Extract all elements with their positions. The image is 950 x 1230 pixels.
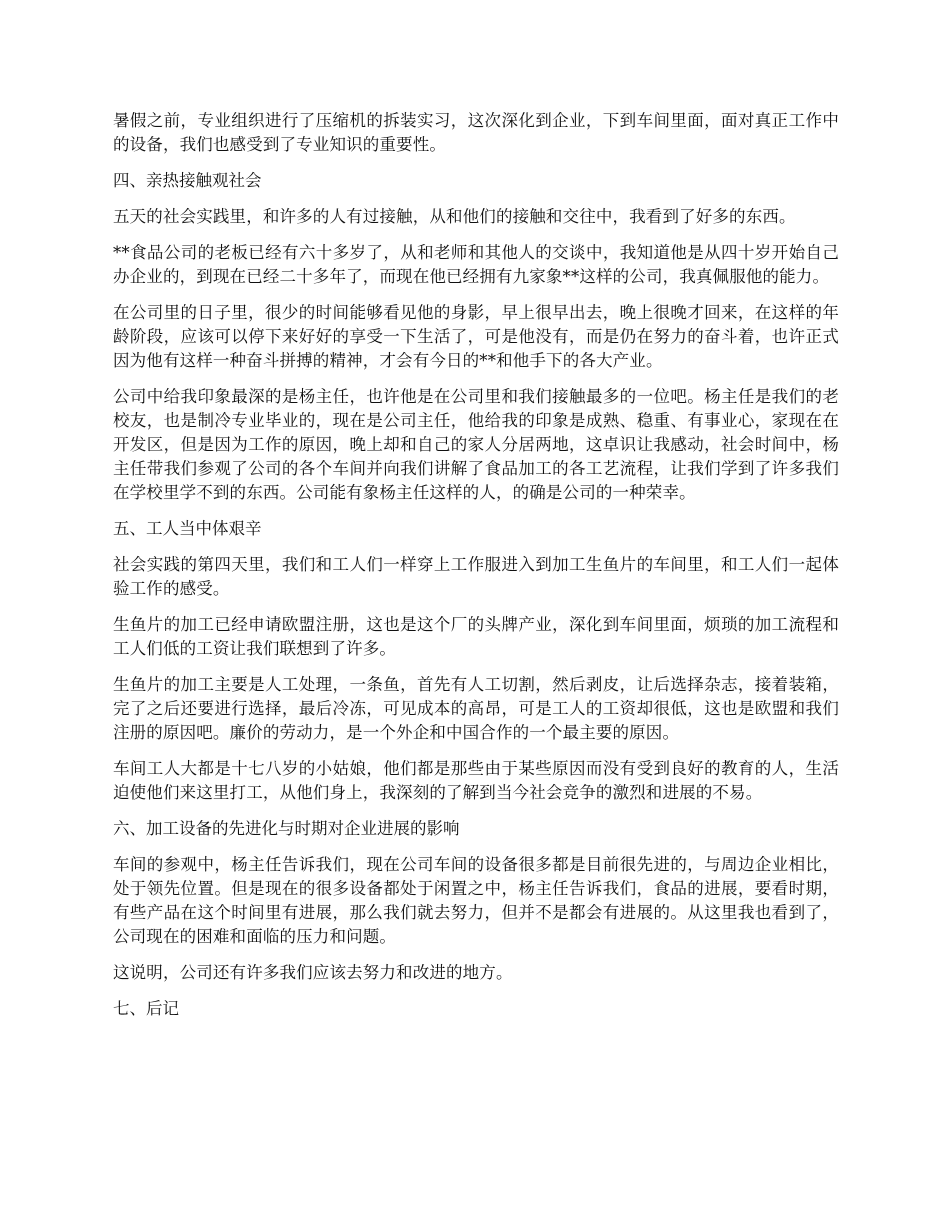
paragraph-equipment: 车间的参观中，杨主任告诉我们，现在公司车间的设备很多都是目前很先进的，与周边企业相比，处于领先位置。但是现在的很多设备都处于闲置之中，杨主任告诉我们，食品的进展，要看时期，有些产品在这个时间里有进展，那么我们就去努力，但并不是都会有进展的。从这里我也看到了，公司现在的困难和面临的压力和问题。 [113, 855, 839, 946]
paragraph-boss-work: 在公司里的日子里，很少的时间能够看见他的身影，早上很早出去，晚上很晚才回来，在这样的年龄阶段，应该可以停下来好好的享受一下生活了，可是他没有，而是仍在努力的奋斗着，也许正式因为他有这样一种奋斗拼搏的精神，才会有今日的**和他手下的各大产业。 [113, 303, 839, 370]
section-heading-7: 七、后记 [113, 999, 179, 1018]
paragraph-conclusion: 这说明，公司还有许多我们应该去努力和改进的地方。 [113, 963, 513, 982]
paragraph-workers: 车间工人大都是十七八岁的小姑娘，他们都是那些由于某些原因而没有受到良好的教育的人，生活迫使他们来这里打工，从他们身上，我深刻的了解到当今社会竞争的激烈和进展的不易。 [113, 759, 839, 802]
paragraph-fish-processing: 生鱼片的加工主要是人工处理，一条鱼，首先有人工切割，然后剥皮，让后选择杂志，接着装箱，完了之后还要进行选择，最后冷冻，可见成本的高昂，可是工人的工资却很低，这也是欧盟和我们注册的原因吧。廉价的劳动力，是一个外企和中国合作的一个最主要的原因。 [113, 675, 839, 742]
paragraph-director-yang: 公司中给我印象最深的是杨主任，也许他是在公司里和我们接触最多的一位吧。杨主任是我们的老校友，也是制冷专业毕业的，现在是公司主任，他给我的印象是成熟、稳重、有事业心，家现在在开发区，但是因为工作的原因，晚上却和自己的家人分居两地，这卓识让我感动，社会时间中，杨主任带我们参观了公司的各个车间并向我们讲解了食品加工的各工艺流程，让我们学到了许多我们在学校里学不到的东西。公司能有象杨主任这样的人，的确是公司的一种荣幸。 [113, 387, 839, 502]
section-heading-4: 四、亲热接触观社会 [113, 171, 262, 190]
paragraph-fish-registration: 生鱼片的加工已经申请欧盟注册，这也是这个厂的头牌产业，深化到车间里面，烦琐的加工流程和工人们低的工资让我们联想到了许多。 [113, 615, 839, 658]
paragraph-fourth-day: 社会实践的第四天里，我们和工人们一样穿上工作服进入到加工生鱼片的车间里，和工人们一起体验工作的感受。 [113, 555, 839, 598]
section-heading-5: 五、工人当中体艰辛 [113, 519, 262, 538]
paragraph-company-boss: **食品公司的老板已经有六十多岁了，从和老师和其他人的交谈中，我知道他是从四十岁开始自己办企业的，到现在已经二十多年了，而现在他已经拥有九家象**这样的公司，我真佩服他的能力。 [113, 243, 839, 286]
paragraph-five-days: 五天的社会实践里，和许多的人有过接触，从和他们的接触和交往中，我看到了好多的东西。 [113, 207, 796, 226]
document-page [113, 109, 839, 1033]
paragraph-internship-intro: 暑假之前，专业组织进行了压缩机的拆装实习，这次深化到企业，下到车间里面，面对真正工作中的设备，我们也感受到了专业知识的重要性。 [113, 111, 839, 154]
section-heading-6: 六、加工设备的先进化与时期对企业进展的影响 [113, 819, 460, 838]
